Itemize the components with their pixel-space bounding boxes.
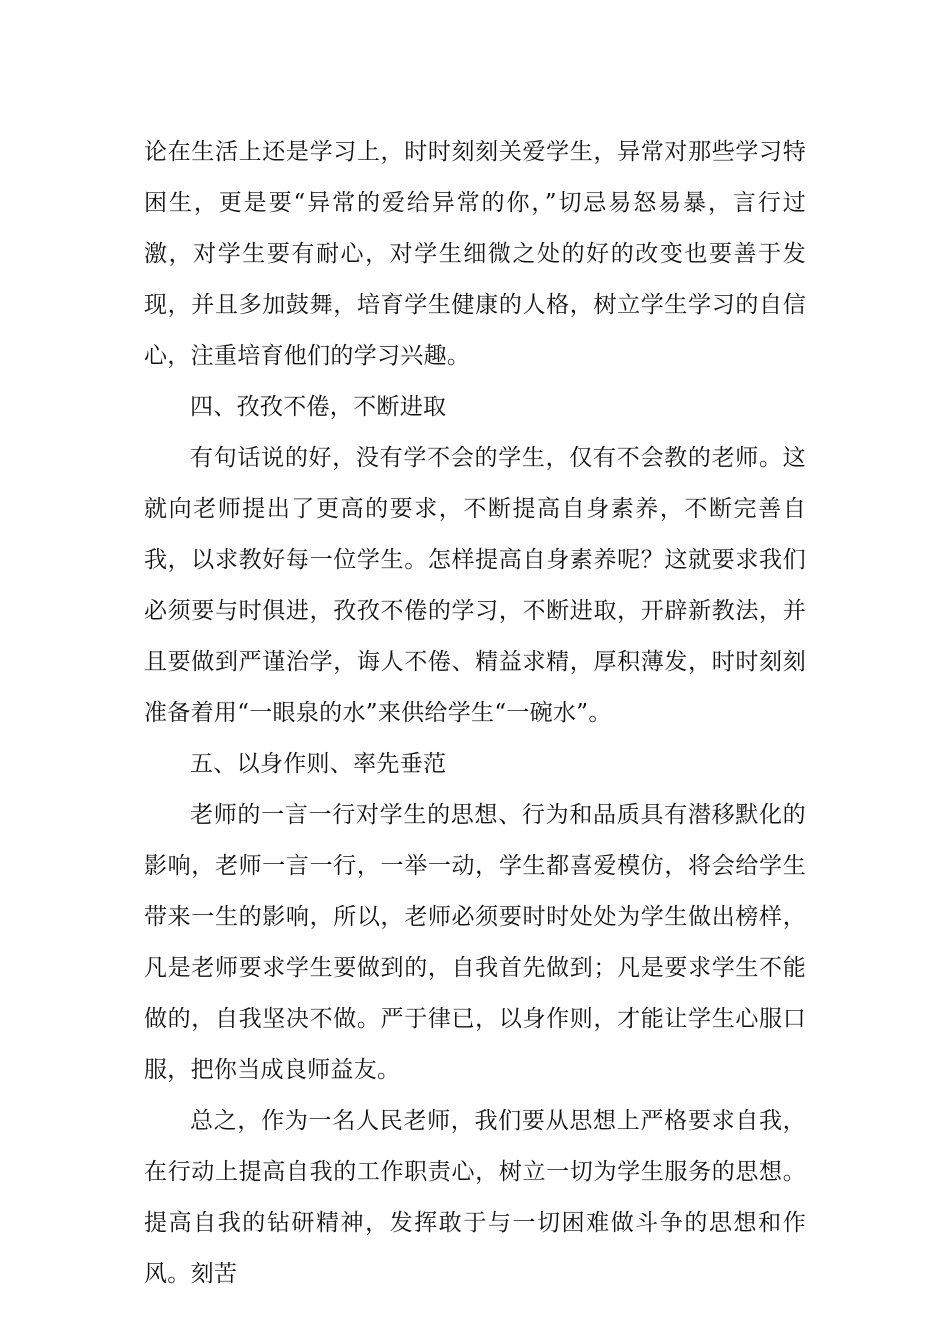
paragraph-continued: 论在生活上还是学习上，时时刻刻关爱学生，异常对那些学习特困生，更是要“异常的爱给异常的你，”切忌易怒易暴，言行过激，对学生要有耐心，对学生细微之处的好的改变也要善于发现，并且多加鼓舞，培育学生健康的人格，树立学生学习的自信心，注重培育他们的学习兴趣。 (144, 139, 806, 369)
section-heading-five: 五、以身作则、率先垂范 (190, 751, 447, 777)
section-heading-four: 四、孜孜不倦，不断进取 (190, 394, 447, 420)
document-body (144, 127, 806, 1300)
paragraph-conclusion: 总之，作为一名人民老师，我们要从思想上严格要求自我，在行动上提高自我的工作职责心，树立一切为学生服务的思想。提高自我的钻研精神，发挥敢于与一切困难做斗争的思想和作风。刻苦 (144, 1108, 806, 1287)
paragraph-section-four: 有句话说的好，没有学不会的学生，仅有不会教的老师。这就向老师提出了更高的要求，不断提高自身素养，不断完善自我，以求教好每一位学生。怎样提高自身素养呢？这就要求我们必须要与时俱进，孜孜不倦的学习，不断进取，开辟新教法，并且要做到严谨治学，诲人不倦、精益求精，厚积薄发，时时刻刻准备着用“一眼泉的水”来供给学生“一碗水”。 (144, 445, 806, 726)
paragraph-section-five: 老师的一言一行对学生的思想、行为和品质具有潜移默化的影响，老师一言一行，一举一动，学生都喜爱模仿，将会给学生带来一生的影响，所以，老师必须要时时处处为学生做出榜样，凡是老师要求学生要做到的，自我首先做到；凡是要求学生不能做的，自我坚决不做。严于律已，以身作则，才能让学生心服口服，把你当成良师益友。 (144, 802, 806, 1083)
